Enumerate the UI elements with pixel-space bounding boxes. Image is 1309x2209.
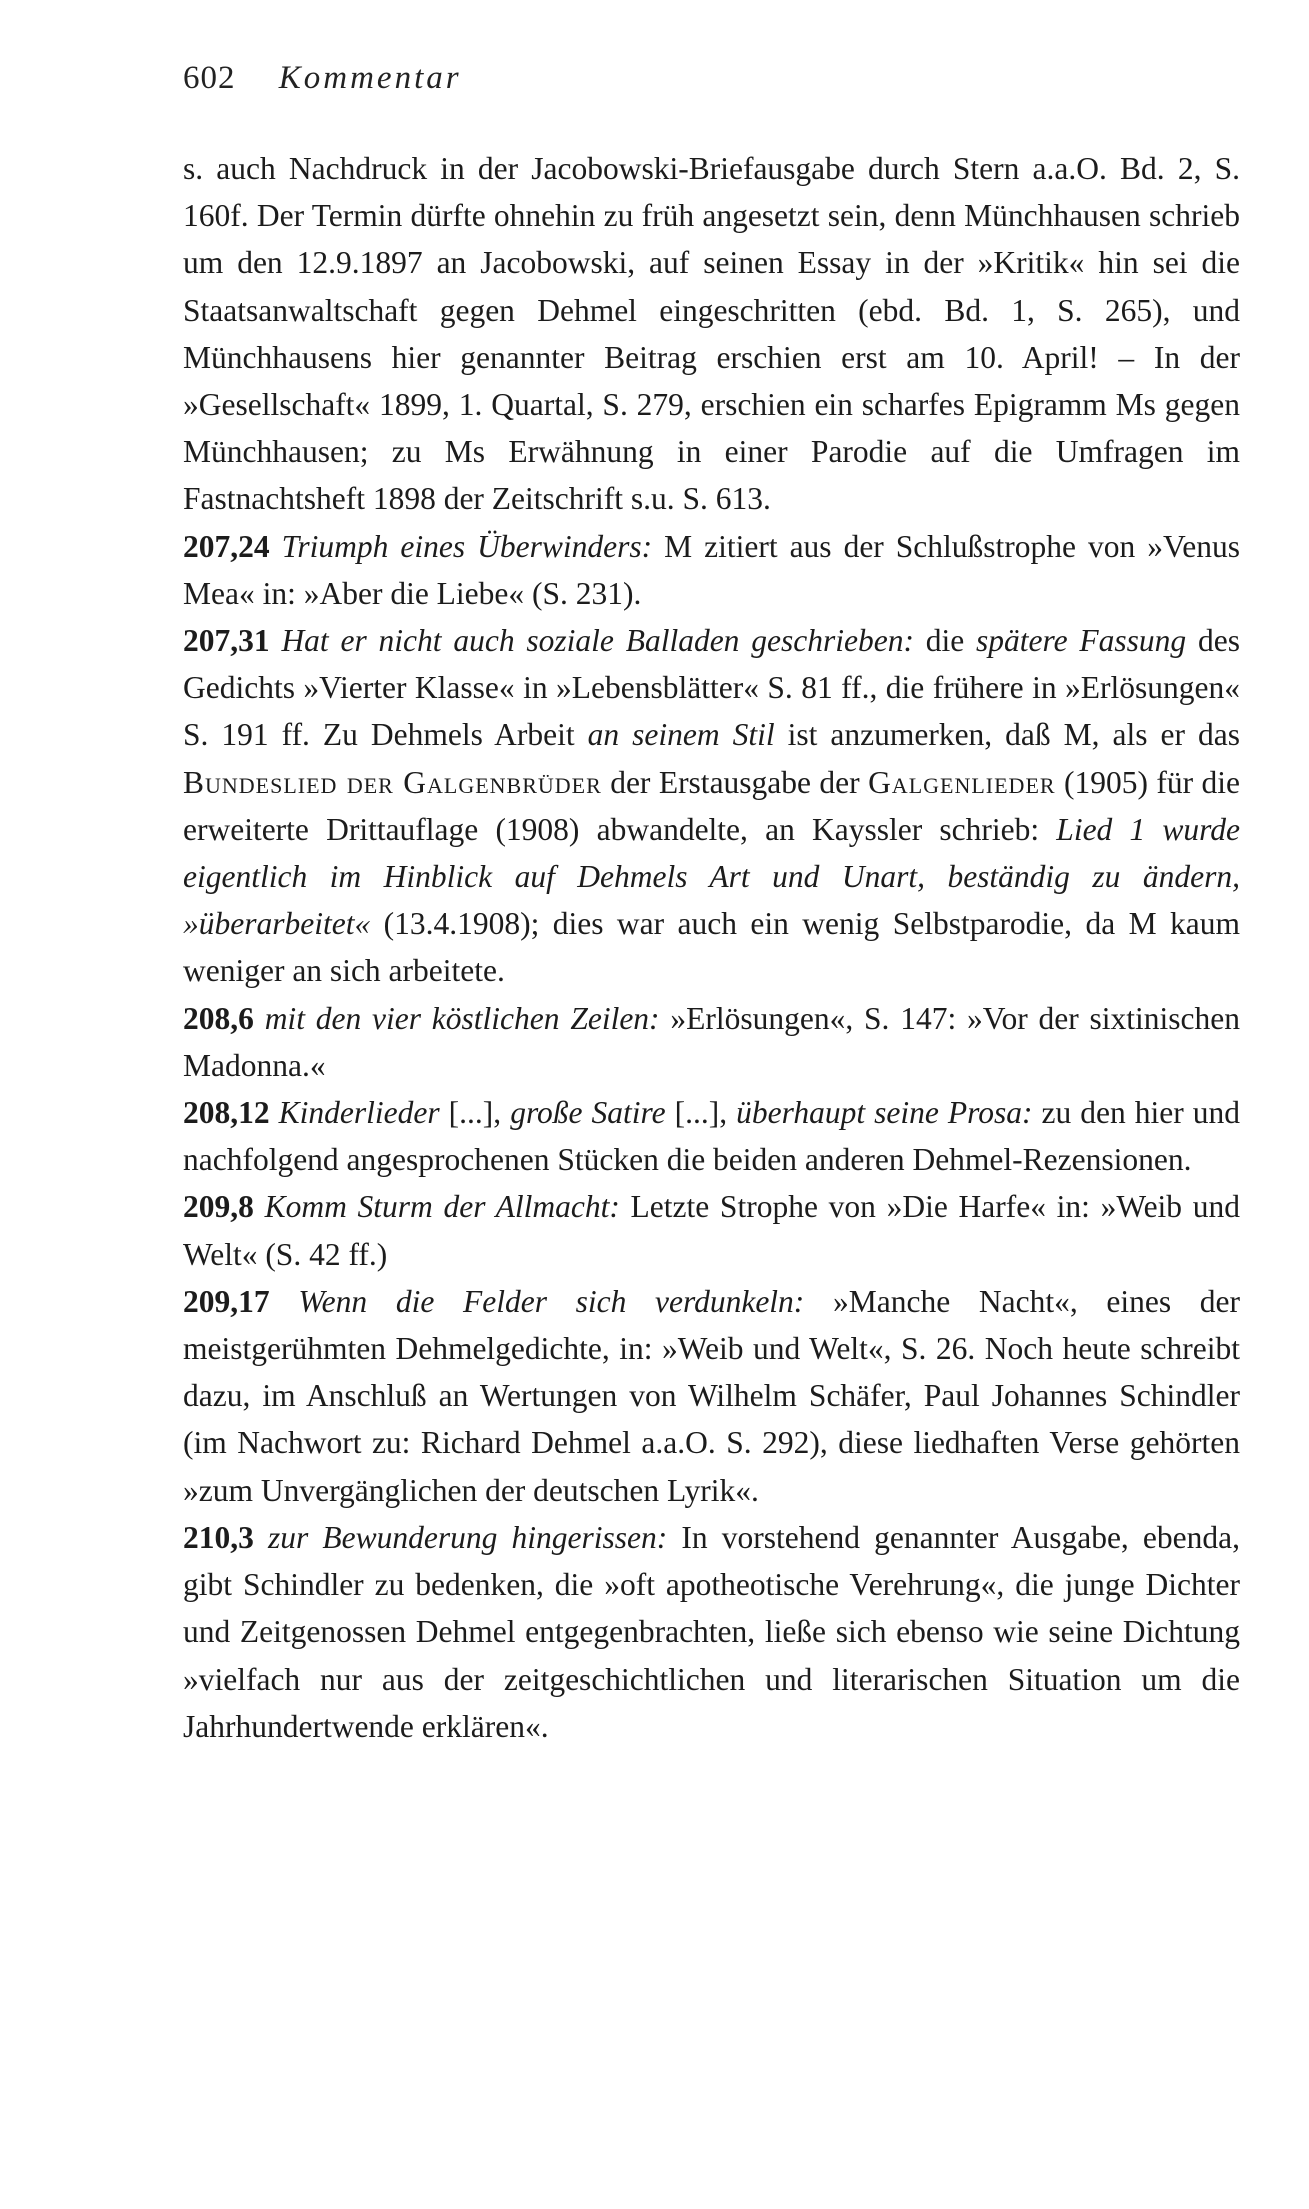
running-head [183,60,462,97]
continuation-paragraph [183,145,1240,523]
italic-quote: Lied 1 wurde eigentlich im Hinblick auf Dehmels Art und Unart, beständig zu ändern, »überarbeitet« [183,811,1240,942]
smallcaps-title: Bundeslied der Galgenbrüder [183,764,602,800]
italic-phrase: spätere Fassung [976,623,1187,659]
commentary-entry [183,1183,1240,1277]
line-reference: 207,31 [183,623,270,659]
entry-text: Letzte Strophe von »Die Harfe« in: »Weib und Welt« (S. 42 ff.) [183,1189,1241,1272]
entry-text: »Erlösungen«, S. 147: »Vor der sixtinischen Madonna.« [183,1000,1240,1083]
smallcaps-title: Galgenlieder [868,764,1056,800]
page-number: 602 [183,60,236,96]
line-reference: 208,6 [183,1000,254,1036]
entry-text: ist anzumerken, daß M, als er das [774,717,1240,753]
entry-text: M zitiert aus der Schlußstrophe von »Venus Mea« in: »Aber die Liebe« (S. 231). [183,528,1240,611]
commentary-entry [183,617,1240,995]
commentary-body [183,145,1240,1750]
lemma: Triumph eines Überwinders: [281,528,653,564]
paragraph-text: s. auch Nachdruck in der Jacobowski-Briefausgabe durch Stern a.a.O. Bd. 2, S. 160f. Der Termin dürfte ohnehin zu früh angesetzt sein, denn Münchhausen schrieb um den 12.9.1897 an Jacobowski, auf seinen Essay in der »Kritik« hin sei die Staatsanwaltschaft gegen Dehmel eingeschritten (ebd. Bd. 1, S. 265), und Münchhausens hier genannter Beitrag erschien erst am 10. April! – In der »Gesellschaft« 1899, 1. Quartal, S. 279, erschien ein scharfes Epigramm Ms gegen Münchhausen; zu Ms Erwähnung in einer Parodie auf die Umfragen im Fastnachtsheft 1898 der Zeitschrift s.u. S. 613. [183,151,1240,517]
commentary-entry [183,1278,1240,1514]
lemma: Komm Sturm der Allmacht: [264,1189,620,1225]
running-title: Kommentar [278,60,462,96]
entry-text: (13.4.1908); dies war auch ein wenig Selbstparodie, da M kaum weniger an sich arbeitete. [183,906,1240,989]
lemma: große Satire [510,1095,666,1131]
line-reference: 209,8 [183,1189,254,1225]
lemma: Kinderlieder [278,1095,440,1131]
line-reference: 210,3 [183,1519,254,1555]
entry-text: [...], [439,1095,511,1131]
commentary-entry [183,1514,1240,1750]
entry-text: die [913,623,977,659]
entry-text: In vorstehend genannter Ausgabe, ebenda, gibt Schindler zu bedenken, die »oft apotheotische Verehrung«, die junge Dichter und Zeitgenossen Dehmel entgegenbrachten, ließe sich ebenso wie seine Dichtung »vielfach nur aus der zeitgeschichtlichen und literarischen Situation um die Jahrhundertwende erklären«. [183,1519,1241,1744]
commentary-entry [183,523,1240,617]
entry-text: des Gedichts »Vierter Klasse« in »Lebensblätter« S. 81 ff., die frühere in »Erlösungen« S. 191 ff. Zu Dehmels Arbeit [183,623,1240,753]
lemma: Wenn die Felder sich verdunkeln: [298,1283,805,1319]
entry-text: der Erstausgabe der [601,764,869,800]
entry-text: [...], [665,1095,737,1131]
lemma: mit den vier köstlichen Zeilen: [264,1000,660,1036]
entry-text: (1905) für die erweiterte Drittauflage (1908) abwandelte, an Kayssler schrieb: [183,764,1240,847]
lemma: Hat er nicht auch soziale Balladen geschrieben: [281,623,914,659]
line-reference: 207,24 [183,528,270,564]
entry-text: zu den hier und nachfolgend angesprochenen Stücken die beiden anderen Dehmel-Rezensionen. [183,1095,1241,1178]
lemma: überhaupt seine Prosa: [736,1095,1033,1131]
entry-text: »Manche Nacht«, eines der meistgerühmten Dehmelgedichte, in: »Weib und Welt«, S. 26. Noch heute schreibt dazu, im Anschluß an Wertungen von Wilhelm Schäfer, Paul Johannes Schindler (im Nachwort zu: Richard Dehmel a.a.O. S. 292), diese liedhaften Verse gehörten »zum Unvergänglichen der deutschen Lyrik«. [183,1283,1241,1508]
commentary-entry [183,1089,1240,1183]
line-reference: 208,12 [183,1095,270,1131]
lemma: zur Bewunderung hingerissen: [268,1519,668,1555]
italic-phrase: an seinem Stil [587,717,775,753]
line-reference: 209,17 [183,1283,270,1319]
commentary-entry [183,995,1240,1089]
